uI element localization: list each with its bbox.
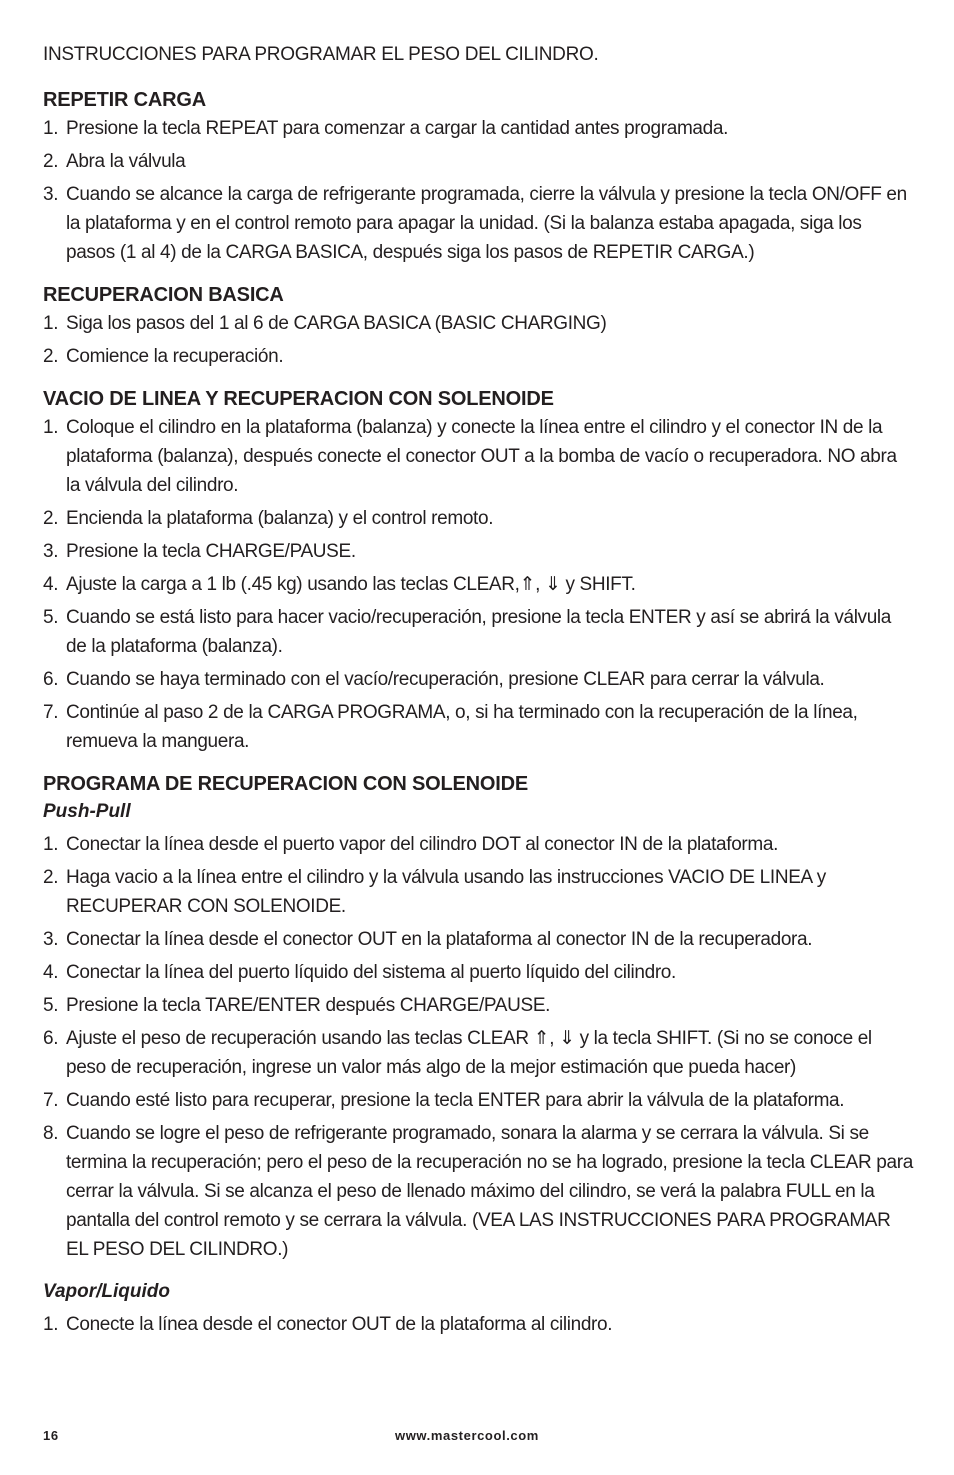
step-item xyxy=(43,603,915,661)
section-subheading: Vapor/Liquido xyxy=(43,1281,171,1302)
page-number: 16 xyxy=(43,1428,59,1443)
step-number: 3. xyxy=(43,541,59,562)
section-subheading: Push-Pull xyxy=(43,801,131,822)
step-item xyxy=(43,925,915,954)
step-item xyxy=(43,537,915,566)
step-item xyxy=(43,991,915,1020)
step-item xyxy=(43,1119,915,1264)
step-item xyxy=(43,958,915,987)
step-list xyxy=(43,1310,915,1339)
step-item xyxy=(43,1024,915,1082)
step-item xyxy=(43,698,915,756)
step-text: Presione la tecla REPEAT para comenzar a cargar la cantidad antes programada. xyxy=(66,118,728,139)
step-item xyxy=(43,1086,915,1115)
step-number: 2. xyxy=(43,151,59,172)
step-text: Conectar la línea del puerto líquido del sistema al puerto líquido del cilindro. xyxy=(66,962,676,983)
step-number: 2. xyxy=(43,508,59,529)
step-item xyxy=(43,665,915,694)
step-text: Ajuste el peso de recuperación usando las teclas CLEAR ⇑, ⇓ y la tecla SHIFT. (Si no se conoce el peso de recuperación, ingrese un valor más algo de la mejor estimación que pueda hacer) xyxy=(66,1028,872,1078)
step-item xyxy=(43,830,915,859)
step-text: Cuando esté listo para recuperar, presione la tecla ENTER para abrir la válvula de la plataforma. xyxy=(66,1090,845,1111)
step-text: Cuando se haya terminado con el vacío/recuperación, presione CLEAR para cerrar la válvula. xyxy=(66,669,825,690)
step-text: Haga vacio a la línea entre el cilindro y la válvula usando las instrucciones VACIO DE LINEA y RECUPERAR CON SOLENOIDE. xyxy=(66,867,826,917)
step-item xyxy=(43,1310,915,1339)
step-text: Encienda la plataforma (balanza) y el control remoto. xyxy=(66,508,494,529)
step-text: Presione la tecla CHARGE/PAUSE. xyxy=(66,541,356,562)
step-number: 4. xyxy=(43,574,59,595)
step-item xyxy=(43,180,915,267)
step-number: 3. xyxy=(43,184,59,205)
step-number: 6. xyxy=(43,669,59,690)
step-number: 5. xyxy=(43,995,59,1016)
step-list xyxy=(43,309,915,371)
sections-container xyxy=(43,86,915,1339)
step-number: 1. xyxy=(43,1314,59,1335)
step-item xyxy=(43,147,915,176)
section-heading: RECUPERACION BASICA xyxy=(43,284,284,306)
step-number: 2. xyxy=(43,346,59,367)
step-number: 1. xyxy=(43,313,59,334)
step-text: Cuando se está listo para hacer vacio/recuperación, presione la tecla ENTER y así se abrirá la válvula de la plataforma (balanza). xyxy=(66,607,892,657)
step-item xyxy=(43,114,915,143)
step-text: Presione la tecla TARE/ENTER después CHARGE/PAUSE. xyxy=(66,995,551,1016)
page-footer xyxy=(43,1428,915,1448)
step-item xyxy=(43,570,915,599)
step-number: 5. xyxy=(43,607,59,628)
step-item xyxy=(43,342,915,371)
step-number: 4. xyxy=(43,962,59,983)
step-list xyxy=(43,413,915,756)
step-number: 7. xyxy=(43,702,59,723)
step-text: Conectar la línea desde el puerto vapor del cilindro DOT al conector IN de la plataforma. xyxy=(66,834,779,855)
step-item xyxy=(43,309,915,338)
step-text: Coloque el cilindro en la plataforma (balanza) y conecte la línea entre el cilindro y el conector IN de la plataforma (balanza), después conecte el conector OUT a la bomba de vacío o recuperadora. NO abra la válvula del cilindro. xyxy=(66,417,897,496)
step-text: Cuando se alcance la carga de refrigerante programada, cierre la válvula y presione la tecla ON/OFF en la plataforma y en el control remoto para apagar la unidad. (Si la balanza estaba apagada, siga los pasos (1 al 4) de la CARGA BASICA, después siga los pasos de REPETIR CARGA.) xyxy=(66,184,907,263)
step-item xyxy=(43,413,915,500)
section-heading: REPETIR CARGA xyxy=(43,89,206,111)
step-number: 7. xyxy=(43,1090,59,1111)
step-number: 8. xyxy=(43,1123,59,1144)
step-item xyxy=(43,863,915,921)
step-text: Conecte la línea desde el conector OUT de la plataforma al cilindro. xyxy=(66,1314,613,1335)
step-item xyxy=(43,504,915,533)
section-heading: PROGRAMA DE RECUPERACION CON SOLENOIDE xyxy=(43,773,529,795)
step-number: 2. xyxy=(43,867,59,888)
step-text: Siga los pasos del 1 al 6 de CARGA BASICA (BASIC CHARGING) xyxy=(66,313,607,334)
step-number: 1. xyxy=(43,834,59,855)
step-text: Conectar la línea desde el conector OUT en la plataforma al conector IN de la recuperadora. xyxy=(66,929,813,950)
step-list xyxy=(43,114,915,267)
step-number: 1. xyxy=(43,417,59,438)
step-number: 1. xyxy=(43,118,59,139)
step-number: 6. xyxy=(43,1028,59,1049)
intro-text: INSTRUCCIONES PARA PROGRAMAR EL PESO DEL CILINDRO. xyxy=(43,44,599,65)
step-text: Cuando se logre el peso de refrigerante programado, sonara la alarma y se cerrara la válvula. Si se termina la recuperación; pero el peso de la recuperación no se ha logrado, presione la tecla CLEAR para cerrar la válvula. Si se alcanza el peso de llenado máximo del cilindro, se verá la palabra FULL en la pantalla del control remoto y se cerrara la válvula. (VEA LAS INSTRUCCIONES PARA PROGRAMAR EL PESO DEL CILINDRO.) xyxy=(66,1123,913,1260)
section-heading: VACIO DE LINEA Y RECUPERACION CON SOLENOIDE xyxy=(43,388,554,410)
step-text: Comience la recuperación. xyxy=(66,346,284,367)
website-link[interactable]: www.mastercool.com xyxy=(395,1428,539,1443)
step-number: 3. xyxy=(43,929,59,950)
step-text: Continúe al paso 2 de la CARGA PROGRAMA, o, si ha terminado con la recuperación de la línea, remueva la manguera. xyxy=(66,702,858,752)
step-list xyxy=(43,830,915,1264)
step-text: Ajuste la carga a 1 lb (.45 kg) usando las teclas CLEAR,⇑, ⇓ y SHIFT. xyxy=(66,574,636,595)
document-page xyxy=(43,40,915,1353)
step-text: Abra la válvula xyxy=(66,151,186,172)
